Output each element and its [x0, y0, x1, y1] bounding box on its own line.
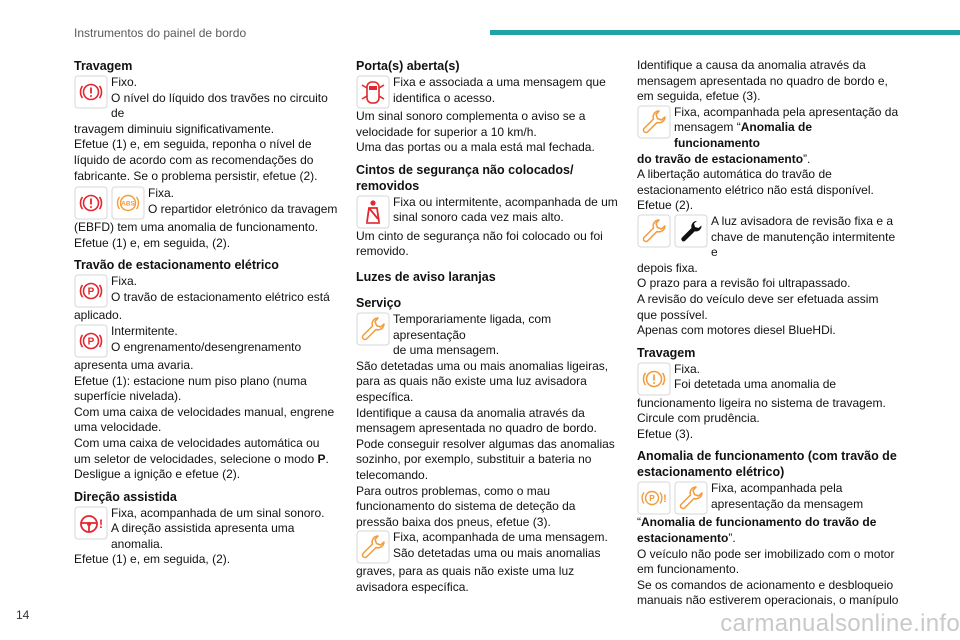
paragraph: Um cinto de segurança não foi colocado ou foi removido. [356, 228, 603, 259]
paragraph: A libertação automática do travão de estacionamento elétrico não está disponível. [637, 167, 874, 197]
text-line: Fixa e associada a uma mensagem que [393, 75, 606, 89]
paragraph: São detetadas uma ou mais anomalias ligeiras, para as quais não existe uma luz avisadora específica. [356, 358, 609, 404]
text-line: Fixa, acompanhada pela apresentação da [674, 104, 899, 119]
paragraph: Desligue a ignição e efetue (2). [74, 467, 241, 482]
paragraph: Efetue (2). [637, 198, 694, 213]
text-line: A luz avisadora de revisão fixa e a [711, 213, 894, 228]
warning-row [356, 530, 620, 564]
seatbelt-icon [356, 195, 390, 229]
heading-direcao-assistida: Direção assistida [74, 489, 177, 504]
heading-luzes-laranjas: Luzes de aviso laranjas [356, 269, 496, 284]
paragraph: O prazo para a revisão foi ultrapassado. [637, 276, 851, 291]
warning-row [74, 186, 338, 220]
door-open-icon [356, 75, 390, 109]
heading-portas-abertas: Porta(s) aberta(s) [356, 59, 460, 73]
paragraph: Apenas com motores diesel BlueHDi. [637, 323, 836, 338]
paragraph: (EBFD) tem uma anomalia de funcionamento. [74, 220, 319, 235]
parking-brake-icon [74, 274, 108, 308]
text-line: apresentação da mensagem [711, 497, 864, 512]
page-number: 14 [16, 608, 30, 622]
svg-text:P: P [87, 336, 95, 348]
text-line: Fixa, acompanhada de uma mensagem. [393, 530, 608, 545]
paragraph: depois fixa. [637, 260, 698, 275]
text-line: Fixa, acompanhada pela [711, 481, 843, 496]
paragraph: Efetue (1) e, em seguida, reponha o nível de líquido de acordo com as recomendações do fabricante. Se o problema persistir, efetue (2). [74, 137, 318, 183]
text-line: Foi detetada uma anomalia de [674, 377, 837, 392]
warning-row [74, 324, 338, 358]
text-line: identifica o acesso. [393, 90, 496, 105]
text-line: O nível do líquido dos travões no circuito de [111, 90, 328, 121]
paragraph: apresenta uma avaria. [74, 357, 194, 372]
paragraph: funcionamento ligeira no sistema de travagem. [637, 395, 886, 410]
paragraph: Identifique a causa da anomalia através da mensagem apresentada no quadro de bordo. [356, 405, 597, 436]
wrench-icon [637, 105, 671, 139]
wrench-icon [674, 481, 708, 515]
text-line: O repartidor eletrónico da travagem [148, 201, 338, 216]
paragraph: graves, para as quais não existe uma luz avisadora específica. [356, 564, 575, 594]
text-line: Fixa. [111, 274, 138, 289]
paragraph: A revisão do veículo deve ser efetuada assim que possível. [637, 291, 879, 322]
parking-brake-icon [74, 324, 108, 358]
brake-warning-icon [74, 186, 108, 220]
maintenance-key-icon [674, 214, 708, 248]
header-accent-bar [490, 30, 960, 35]
text-line: de uma mensagem. [393, 343, 500, 358]
paragraph: Efetue (1) e, em seguida, (2). [74, 552, 231, 567]
text-line: Fixa. [674, 361, 701, 376]
warning-row [356, 75, 620, 109]
paragraph: travagem diminuiu significativamente. [74, 121, 275, 136]
wrench-icon [637, 214, 671, 248]
brake-warning-icon [637, 362, 671, 396]
paragraph: Efetue (1) e, em seguida, (2). [74, 235, 231, 250]
column-2 [356, 58, 620, 595]
heading-anomalia: Anomalia de funcionamento (com travão de estacionamento elétrico) [637, 449, 897, 480]
text-line: Intermitente. [111, 323, 178, 338]
heading-servico: Serviço [356, 295, 402, 310]
warning-row [356, 195, 620, 229]
svg-text:P: P [87, 286, 95, 298]
paragraph: Um sinal sonoro complementa o aviso se a velocidade for superior a 10 km/h. [356, 109, 586, 139]
svg-text:!: ! [663, 493, 667, 506]
warning-row [637, 481, 901, 515]
paragraph: “Anomalia de funcionamento do travão de estacionamento”. [637, 515, 877, 546]
warning-row [637, 105, 901, 152]
column-1 [74, 58, 338, 568]
warning-row [356, 312, 620, 359]
text-line: A direção assistida apresenta uma anomalia. [111, 521, 295, 551]
warning-row [74, 506, 338, 553]
text-line: Fixo. [111, 75, 138, 89]
text-line: São detetadas uma ou mais anomalias [393, 545, 601, 560]
text-line: O engrenamento/desengrenamento [111, 339, 302, 354]
parking-brake-fault-icon [637, 481, 671, 515]
warning-row [637, 214, 901, 261]
paragraph: aplicado. [74, 308, 123, 323]
svg-text:P: P [649, 493, 655, 504]
text-line: mensagem “Anomalia de funcionamento [674, 120, 813, 150]
abs-warning-icon [111, 186, 145, 220]
paragraph: Para outros problemas, como o mau funcionamento do sistema de deteção da pressão baixa dos pneus, efetue (3). [356, 483, 576, 529]
warning-row [637, 362, 901, 396]
heading-travagem: Travagem [637, 345, 696, 360]
paragraph: Com uma caixa de velocidades automática ou um seletor de velocidades, selecione o modo P. [74, 435, 329, 466]
text-line: Fixa. [148, 186, 175, 201]
abs-label: ABS [121, 200, 135, 208]
text-line: Fixa ou intermitente, acompanhada de um [393, 194, 618, 209]
heading-cintos: Cintos de segurança não colocados/ removidos [356, 162, 574, 193]
header-section-title: Instrumentos do painel de bordo [74, 26, 247, 40]
paragraph: Efetue (3). [637, 426, 694, 441]
paragraph: do travão de estacionamento”. [637, 151, 811, 166]
paragraph: Circule com prudência. [637, 411, 760, 426]
text-line: O travão de estacionamento elétrico está [111, 289, 330, 304]
text-line: Temporariamente ligada, com apresentação [393, 311, 552, 342]
paragraph: Identifique a causa da anomalia através da mensagem apresentada no quadro de bordo e, em seguida, efetue (3). [637, 58, 888, 104]
wrench-icon [356, 312, 390, 346]
text-line: sinal sonoro cada vez mais alto. [393, 210, 564, 225]
svg-text:!: ! [99, 516, 103, 531]
paragraph: Uma das portas ou a mala está mal fechada. [356, 140, 595, 155]
warning-row [74, 274, 338, 308]
steering-warning-icon [74, 506, 108, 540]
paragraph: O veículo não pode ser imobilizado com o motor em funcionamento. [637, 546, 895, 577]
watermark: carmanualsonline.info [720, 610, 960, 637]
text-line: chave de manutenção intermitente e [711, 229, 896, 260]
heading-travao-estacionamento: Travão de estacionamento elétrico [74, 258, 279, 273]
text-line: Fixa, acompanhada de um sinal sonoro. [111, 505, 325, 520]
paragraph: Se os comandos de acionamento e desbloqueio manuais não estiverem operacionais, o manípulo [637, 577, 899, 608]
heading-travagem: Travagem [74, 59, 133, 73]
column-3 [637, 58, 901, 609]
paragraph: Efetue (1): estacione num piso plano (numa superfície nivelada). [74, 373, 307, 404]
warning-row [74, 75, 338, 122]
paragraph: Pode conseguir resolver algumas das anomalias sozinho, por exemplo, substituir a bateria no telecomando. [356, 436, 615, 482]
paragraph: Com uma caixa de velocidades manual, engrene uma velocidade. [74, 404, 335, 435]
wrench-icon [356, 530, 390, 564]
brake-warning-icon [74, 75, 108, 109]
